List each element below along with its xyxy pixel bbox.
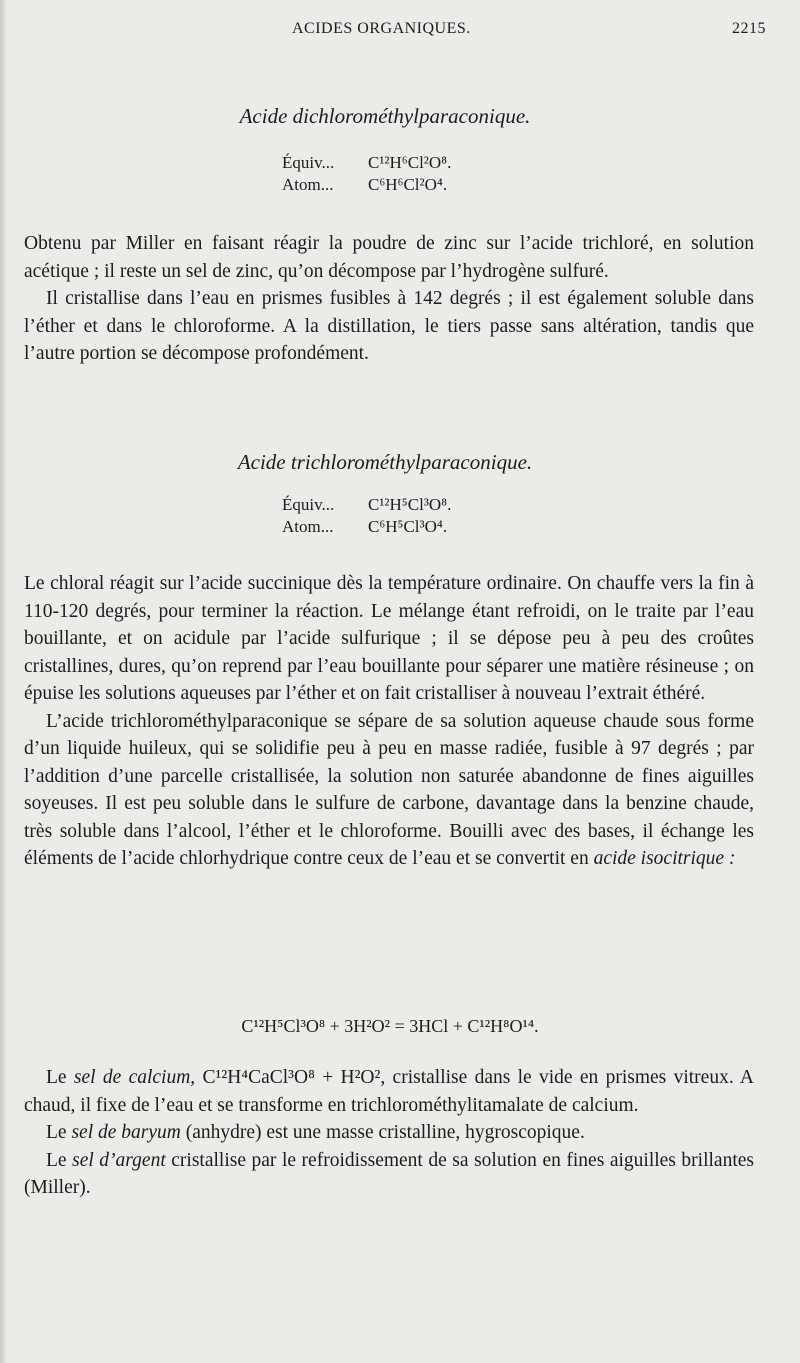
section2-formulas <box>282 494 582 538</box>
section2-formula-equiv <box>282 494 582 516</box>
paragraph-2-text: L’acide trichlorométhylparaconique se sépare de sa solution aqueuse chaude sous forme d’un liquide huileux, qui se solidifie peu à peu en masse radiée, fusible à 97 degrés ; par l’addition d’une parcelle cristallisée, la solution non saturée abandonne de fines aiguilles soyeuses. Il est peu soluble dans le sulfure de carbone, davantage dans la benzine chaude, très soluble dans l’alcool, l’éther et le chloroforme. Bouilli avec des bases, il échange les éléments de l’acide chlorhydrique contre ceux de l’eau et se convertit en <box>24 710 754 869</box>
formula-equiv-label: Équiv... <box>282 153 335 172</box>
formula-equiv-value: C¹²H⁵Cl³O⁸. <box>368 495 452 514</box>
argent-lead: Le <box>46 1149 67 1171</box>
formula-atom-value: C⁶H⁵Cl³O⁴. <box>368 517 448 536</box>
section1-body <box>24 230 754 368</box>
chemical-equation: C¹²H⁵Cl³O⁸ + 3H²O² = 3HCl + C¹²H⁸O¹⁴. <box>241 1016 539 1036</box>
formula-atom-label: Atom... <box>282 517 334 536</box>
baryum-lead: Le <box>46 1122 67 1143</box>
baryum-salt-text: (anhydre) est une masse cristalline, hygroscopique. <box>185 1122 585 1143</box>
page-number: 2215 <box>732 20 766 37</box>
section2-paragraph-2 <box>24 708 754 873</box>
calcium-salt-paragraph <box>24 1064 754 1119</box>
section2-paragraph-1: Le chloral réagit sur l’acide succinique dès la température ordinaire. On chauffe vers la fin à 110-120 degrés, pour terminer la réaction. Le mélange étant refroidi, on le traite par l’eau bouillante, et on acidule par l’acide sulfurique ; il se dépose peu à peu des croûtes cristallines, dures, qu’on reprend par l’eau bouillante pour séparer une matière résineuse ; on épuise les solutions aqueuses par l’éther et on fait cristalliser à nouveau l’extrait éthéré. <box>24 573 754 704</box>
formula-equiv-label: Équiv... <box>282 495 335 514</box>
baryum-salt-paragraph <box>24 1119 754 1147</box>
baryum-salt-term: sel de baryum <box>71 1122 181 1143</box>
calcium-salt-text: C¹²H⁴CaCl³O⁸ + H²O², cristallise dans le vide en prismes vitreux. A chaud, il fixe de l’eau et se transforme en trichlorométhylitamalate de calcium. <box>24 1067 755 1116</box>
section2-formula-atom <box>282 516 582 538</box>
argent-salt-term: sel d’argent <box>72 1149 166 1171</box>
formula-atom-value: C⁶H⁶Cl²O⁴. <box>368 175 448 194</box>
argent-salt-text: cristallise par le refroidissement de sa solution en fines aiguilles brillantes (Miller). <box>24 1149 754 1198</box>
section1-formulas <box>282 152 582 196</box>
section1-title: Acide dichlorométhylparaconique. <box>239 104 531 128</box>
calcium-lead: Le <box>46 1067 67 1088</box>
section1-formula-atom <box>282 174 582 196</box>
calcium-salt-term: sel de calcium, <box>73 1067 196 1088</box>
section1-formula-equiv <box>282 152 582 174</box>
running-title: ACIDES ORGANIQUES. <box>292 20 471 37</box>
section2-title: Acide trichlorométhylparaconique. <box>237 450 533 474</box>
argent-salt-paragraph <box>24 1147 754 1202</box>
formula-equiv-value: C¹²H⁶Cl²O⁸. <box>368 153 452 172</box>
section1-paragraph-2: Il cristallise dans l’eau en prismes fusibles à 142 degrés ; il est également soluble dans l’éther et dans le chloroforme. A la distillation, le tiers passe sans altération, tandis que l’autre portion se décompose profondément. <box>24 288 754 364</box>
formula-atom-label: Atom... <box>282 175 334 194</box>
salts-body <box>24 1064 754 1202</box>
page-edge-shadow <box>0 0 7 1363</box>
section2-body <box>24 570 754 873</box>
page-header <box>0 20 800 46</box>
paragraph-2-italic-term: acide isocitrique : <box>593 848 736 869</box>
section1-paragraph-1: Obtenu par Miller en faisant réagir la poudre de zinc sur l’acide trichloré, en solution acétique ; il reste un sel de zinc, qu’on décompose par l’hydrogène sulfuré. <box>24 233 754 282</box>
